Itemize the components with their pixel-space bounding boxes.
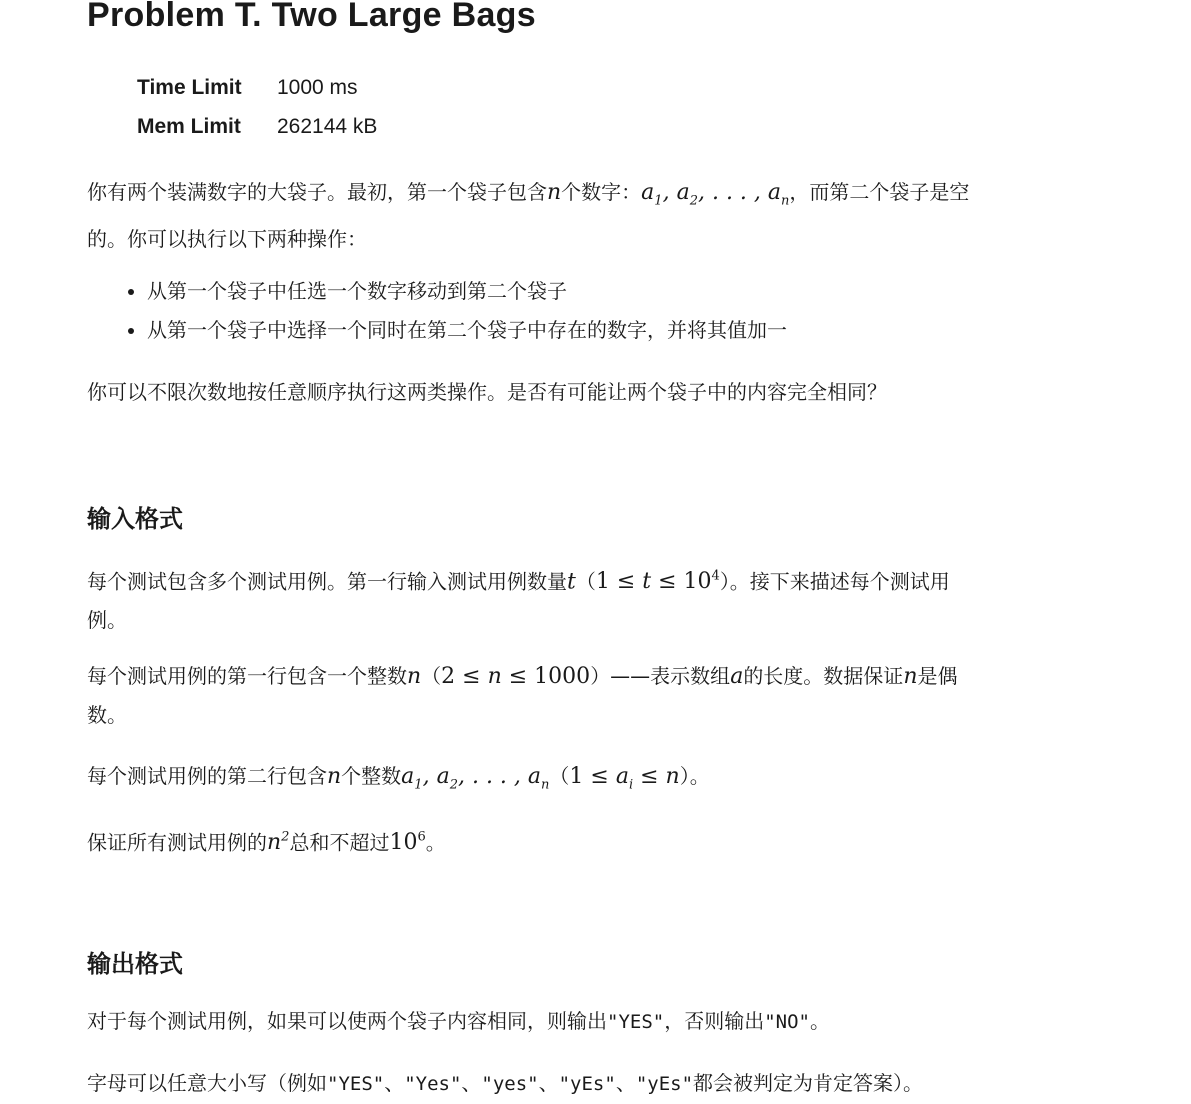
math-a-range: $1 \le a_i \le n$ <box>569 764 680 793</box>
code-no: "NO" <box>764 1011 810 1033</box>
math-n: n <box>407 664 422 689</box>
text-line <box>87 657 1077 696</box>
text-span: （ <box>549 764 570 788</box>
input-paragraph-1 <box>87 557 1077 640</box>
code-case-variant: "yes" <box>481 1073 539 1095</box>
code-case-variant: "Yes" <box>404 1073 462 1095</box>
math-n-range: 2 ≤ n ≤ 1000 <box>441 664 591 689</box>
text-span: 。 <box>425 830 446 855</box>
text-span: （ <box>421 664 442 688</box>
text-span: 总和不超过 <box>289 830 390 855</box>
time-limit-label: Time Limit <box>137 76 242 99</box>
text-span: 对于每个测试用例，如果可以使两个袋子内容相同，则输出 <box>87 1009 607 1033</box>
text-span: ）——表示数组 <box>590 664 731 688</box>
statement-line-2: 的。你可以执行以下两种操作： <box>87 227 367 252</box>
separator: 、 <box>538 1071 559 1095</box>
operation-item: • 从第一个袋子中选择一个同时在第二个袋子中存在的数字，并将其值加一 <box>147 311 787 350</box>
output-paragraph-1 <box>87 1002 1077 1042</box>
input-paragraph-2 <box>87 657 1077 735</box>
math-n: n <box>547 180 562 205</box>
text-span: 保证所有测试用例的 <box>87 830 267 855</box>
input-format-heading: 输入格式 <box>87 505 183 533</box>
text-span: ）。 <box>679 764 710 788</box>
text-span: 。 <box>809 1009 830 1033</box>
math-t-range: $1 \le t \le 10^4$ <box>595 569 720 595</box>
math-n: n <box>327 764 342 789</box>
time-limit-value: 1000 ms <box>277 76 358 99</box>
output-format-heading: 输出格式 <box>87 950 183 978</box>
text-span: 个数字： <box>561 180 642 204</box>
code-case-variant: "YES" <box>327 1073 385 1095</box>
text-line <box>87 557 1077 601</box>
mem-limit-label: Mem Limit <box>137 115 241 138</box>
code-case-variant: "yEs" <box>635 1073 694 1095</box>
operations-list <box>87 272 787 350</box>
text-line: 数。 <box>87 703 127 727</box>
operation-item: • 从第一个袋子中任选一个数字移动到第二个袋子 <box>147 272 787 311</box>
math-n-squared: $n^2$ <box>267 830 290 856</box>
text-span: 的长度。数据保证 <box>743 664 904 688</box>
math-a: a <box>730 664 744 689</box>
text-span: 字母可以任意大小写（例如 <box>87 1071 327 1095</box>
text-line: 例。 <box>87 608 127 633</box>
math-t: t <box>567 569 576 595</box>
text-span: ，而第二个袋子是空 <box>789 180 970 204</box>
text-span: 你有两个装满数字的大袋子。最初，第一个袋子包含 <box>87 180 547 204</box>
text-span: 是偶 <box>917 664 958 688</box>
math-ten-power: $10^6$ <box>389 830 426 856</box>
mem-limit-value: 262144 kB <box>277 115 378 138</box>
math-sequence: $a_1$, $a_2$, . . . , $a_n$ <box>641 180 790 209</box>
math-n: n <box>903 664 918 689</box>
text-span: ）。接下来描述每个测试用 <box>719 569 950 594</box>
text-span: 每个测试用例的第一行包含一个整数 <box>87 664 407 688</box>
input-paragraph-3 <box>87 757 1077 804</box>
text-span: ，否则输出 <box>664 1009 765 1033</box>
mem-limit-row <box>137 111 377 150</box>
input-paragraph-4 <box>87 818 1077 862</box>
limits-table <box>137 72 377 150</box>
code-case-variant: "yEs" <box>558 1073 616 1095</box>
separator: 、 <box>461 1071 482 1095</box>
code-yes: "YES" <box>607 1011 665 1033</box>
text-span: 个整数 <box>341 764 402 788</box>
statement-paragraph <box>87 173 1077 259</box>
text-span: 每个测试包含多个测试用例。第一行输入测试用例数量 <box>87 569 567 594</box>
page-title: Problem T. Two Large Bags <box>87 0 536 34</box>
statement-line-1 <box>87 173 1077 220</box>
output-paragraph-2 <box>87 1064 1077 1104</box>
statement-question: 你可以不限次数地按任意顺序执行这两类操作。是否有可能让两个袋子中的内容完全相同？ <box>87 380 887 404</box>
text-span: （ <box>575 569 596 594</box>
text-span: 都会被判定为肯定答案）。 <box>693 1071 924 1095</box>
text-span: 每个测试用例的第二行包含 <box>87 764 327 788</box>
separator: 、 <box>384 1071 405 1095</box>
math-sequence: $a_1$, $a_2$, . . . , $a_n$ <box>401 764 550 793</box>
time-limit-row <box>137 72 377 111</box>
separator: 、 <box>615 1071 636 1095</box>
